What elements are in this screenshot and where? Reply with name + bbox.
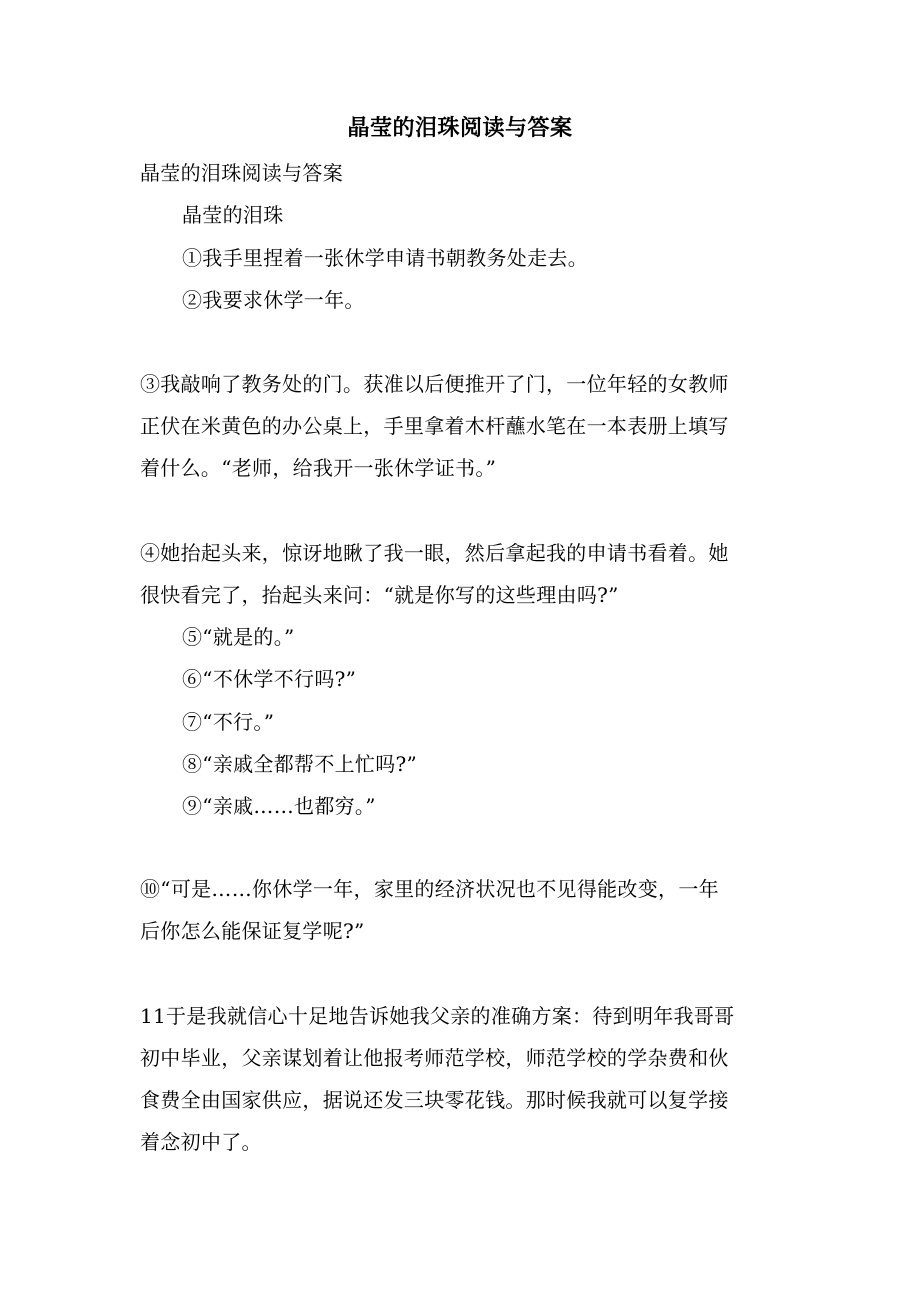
paragraph-11-line-4: 着念初中了。 bbox=[140, 1130, 262, 1154]
paragraph-7: ⑦“不行。” bbox=[182, 710, 275, 734]
paragraph-10-line-1: ⑩“可是……你休学一年，家里的经济状况也不见得能改变，一年 bbox=[140, 877, 719, 901]
paragraph-11-line-1: 11于是我就信心十足地告诉她我父亲的准确方案：待到明年我哥哥 bbox=[140, 1004, 735, 1028]
document-title: 晶莹的泪珠阅读与答案 bbox=[347, 115, 573, 141]
paragraph-10-line-2: 后你怎么能保证复学呢?” bbox=[140, 919, 365, 943]
paragraph-2: ②我要求休学一年。 bbox=[182, 288, 365, 312]
paragraph-3-line-2: 正伏在米黄色的办公桌上，手里拿着木杆蘸水笔在一本表册上填写 bbox=[140, 414, 729, 438]
story-title: 晶莹的泪珠 bbox=[182, 203, 284, 227]
paragraph-5: ⑤“就是的。” bbox=[182, 625, 295, 649]
paragraph-11-line-3: 食费全由国家供应，据说还发三块零花钱。那时候我就可以复学接 bbox=[140, 1088, 729, 1112]
paragraph-4-line-1: ④她抬起头来，惊讶地瞅了我一眼，然后拿起我的申请书看着。她 bbox=[140, 541, 729, 565]
paragraph-11-line-2: 初中毕业，父亲谋划着让他报考师范学校，师范学校的学杂费和伙 bbox=[140, 1046, 729, 1070]
paragraph-9: ⑨“亲戚……也都穷。” bbox=[182, 794, 376, 818]
paragraph-1: ①我手里捏着一张休学申请书朝教务处走去。 bbox=[182, 246, 588, 270]
paragraph-4-line-2: 很快看完了，抬起头来问：“就是你写的这些理由吗?” bbox=[140, 583, 619, 607]
paragraph-6: ⑥“不休学不行吗?” bbox=[182, 667, 357, 691]
document-subtitle: 晶莹的泪珠阅读与答案 bbox=[140, 161, 343, 185]
paragraph-3-line-1: ③我敲响了教务处的门。获准以后便推开了门，一位年轻的女教师 bbox=[140, 372, 729, 396]
paragraph-3-line-3: 着什么。“老师，给我开一张休学证书。” bbox=[140, 456, 497, 480]
paragraph-8: ⑧“亲戚全都帮不上忙吗?” bbox=[182, 752, 418, 776]
